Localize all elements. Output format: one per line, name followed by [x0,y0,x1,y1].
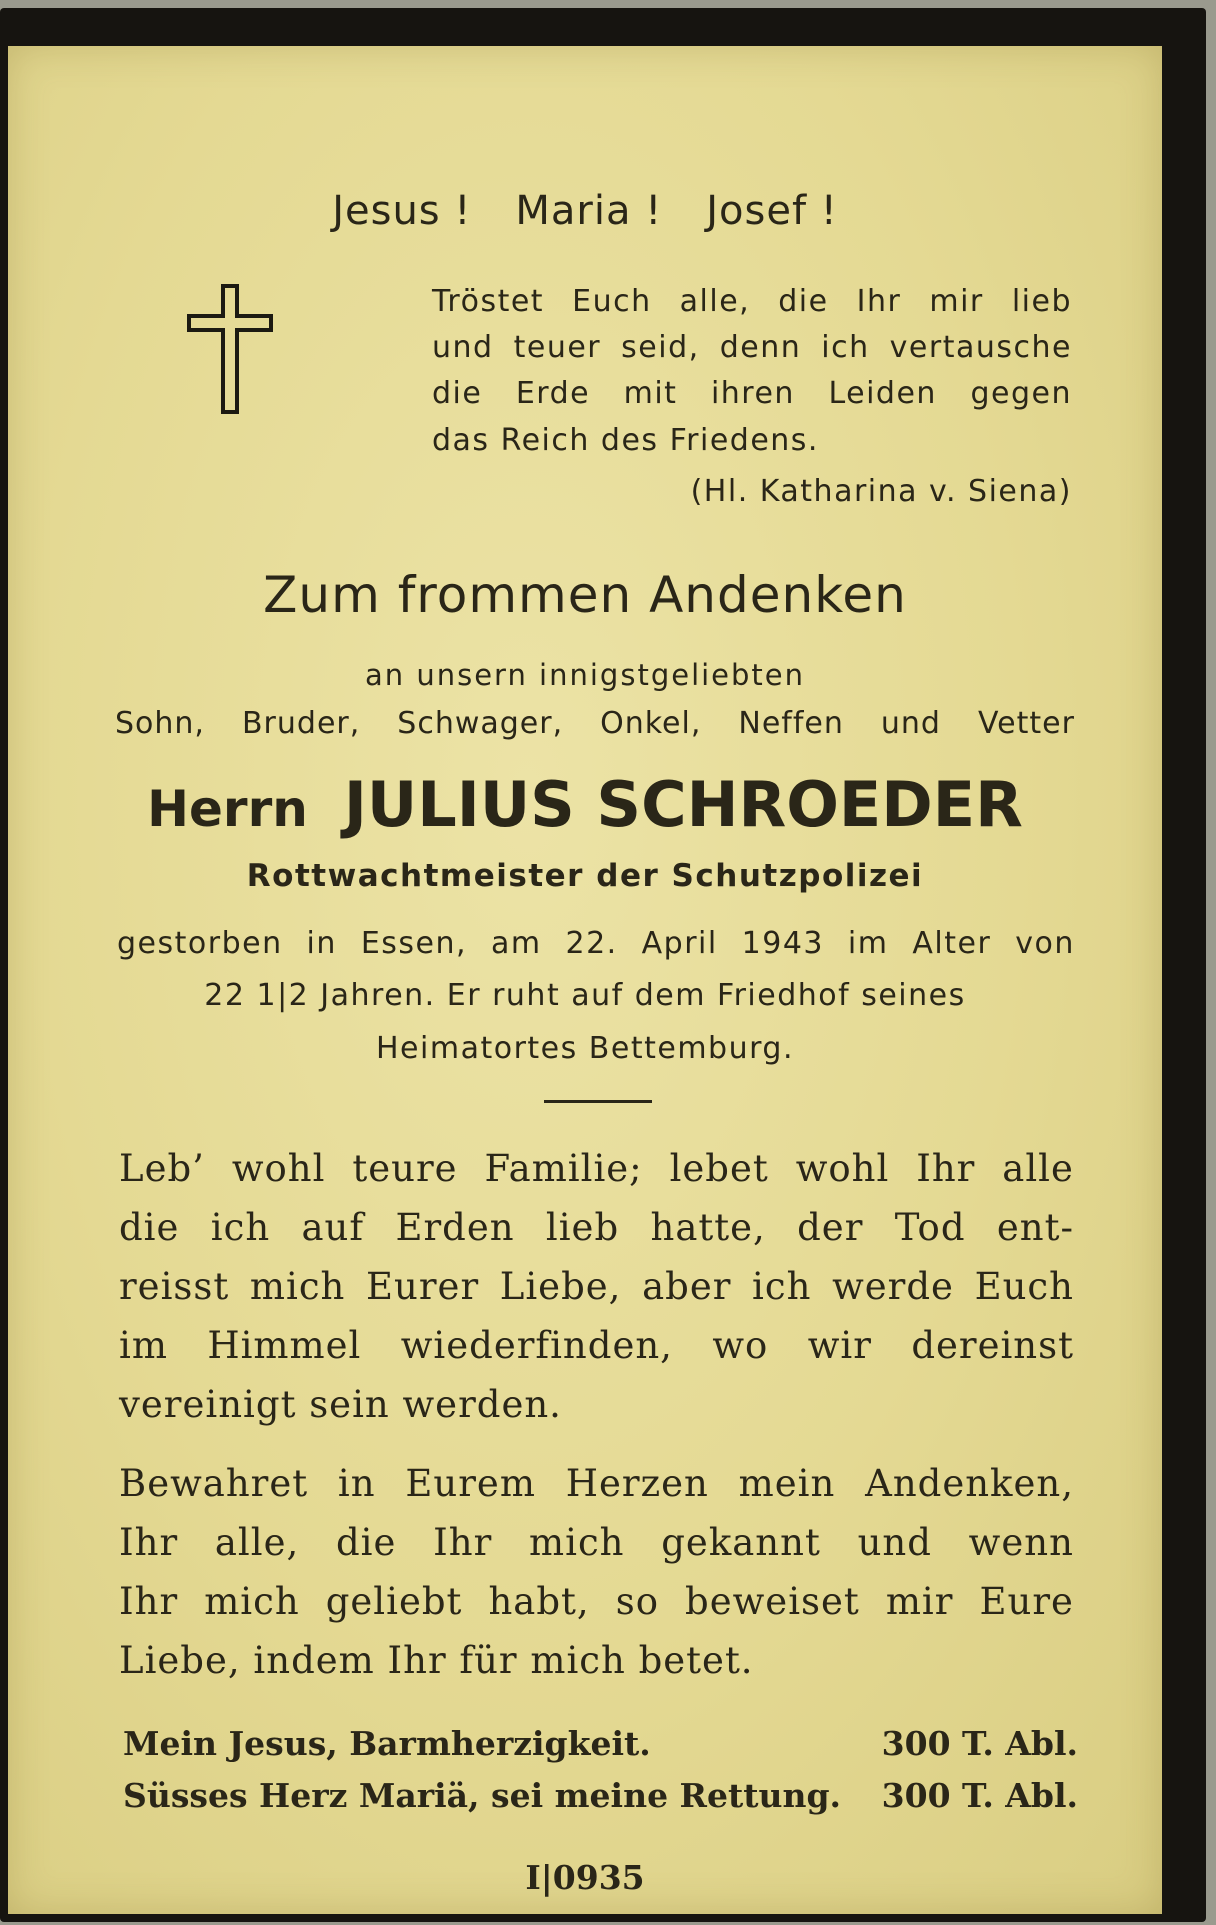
word: Bruder, [241,706,361,741]
word: aber [642,1265,732,1308]
word: Sohn, [115,706,205,741]
quote-line-2 [432,330,1072,365]
word: 22. [565,926,618,961]
prayer-indulgence: 300 T. Abl. [881,1776,1078,1815]
word: lebet [669,1147,769,1190]
word: lieb [545,1206,620,1249]
word: Liebe, indem Ihr für mich betet. [119,1639,754,1682]
word: alle, [679,284,751,319]
word: habt, [488,1580,590,1623]
word: Leb’ [119,1147,205,1190]
death-line-3: Heimatortes Bettemburg. [376,1031,794,1066]
word: mich [249,1265,346,1308]
word: alle, [214,1521,300,1564]
deceased-name: JULIUS SCHROEDER [343,768,1023,841]
word: die [432,376,483,411]
word: von [1015,926,1075,961]
card-paper [8,46,1162,1914]
memorial-relations [115,706,1075,741]
header-maria: Maria ! [515,188,663,234]
word: denn [719,330,802,365]
word: die [778,284,829,319]
deceased-rank: Rottwachtmeister der Schutzpolizei [246,858,924,894]
word: ich [210,1206,271,1249]
word: Himmel [207,1324,362,1367]
word: Ihr [856,284,902,319]
header-invocation [8,188,1162,234]
word: Tod [894,1206,966,1249]
word: wenn [968,1521,1074,1564]
quote-line-3 [432,376,1072,411]
word: alle [1002,1147,1074,1190]
word: die [336,1521,397,1564]
word: wir [807,1324,872,1367]
word: gekannt [661,1521,821,1564]
word: im [119,1324,168,1367]
prayer-line-2 [123,1776,1078,1815]
prayer-text: Mein Jesus, Barmherzigkeit. [123,1724,651,1763]
word: Alter [912,926,992,961]
prayer-indulgence: 300 T. Abl. [881,1724,1078,1763]
word: Ihr [433,1521,493,1564]
farewell-line [119,1206,1074,1249]
print-code: I|0935 [525,1858,645,1897]
word: wo [712,1324,769,1367]
remembrance-line [119,1639,1074,1682]
prayer-line-1 [123,1724,1078,1763]
word: Herzen [565,1462,709,1505]
death-line-2: 22 1|2 Jahren. Er ruht auf dem Friedhof seines [204,978,966,1013]
farewell-line [119,1147,1074,1190]
latin-cross-icon [185,284,275,414]
word: mich [204,1580,300,1623]
word: mir [929,284,984,319]
word: Bewahret [119,1462,309,1505]
word: mein [738,1462,836,1505]
word: wohl [795,1147,890,1190]
word: teure [352,1147,458,1190]
word: hatte, [650,1206,766,1249]
word: gestorben [117,926,283,961]
word: teuer [513,330,602,365]
word: Tröstet [432,284,545,319]
word: seid, [621,330,700,365]
word: lieb [1011,284,1072,319]
word: Andenken, [865,1462,1074,1505]
word: April [641,926,718,961]
word: Eure [979,1580,1074,1623]
memorial-intro: an unsern innigstgeliebten [364,658,806,692]
memorial-card [0,8,1206,1922]
word: Leiden [828,376,937,411]
word: Vetter [977,706,1075,741]
word: Erden [395,1206,515,1249]
word: vereinigt sein werden. [119,1383,562,1426]
farewell-line [119,1324,1074,1367]
word: ich [752,1265,812,1308]
word: Ihr [119,1580,179,1623]
word: Ihr [119,1521,179,1564]
word: 1943 [741,926,824,961]
word: Neffen [738,706,844,741]
section-divider [544,1100,652,1103]
word: und [857,1521,932,1564]
word: ihren [710,376,795,411]
remembrance-line [119,1521,1074,1564]
word: Euch [974,1265,1074,1308]
word: gegen [970,376,1072,411]
word: in [306,926,337,961]
farewell-line [119,1265,1074,1308]
word: mich [529,1521,625,1564]
deceased-name-line [8,768,1162,841]
quote-line-4 [432,423,1072,458]
word: das Reich des Friedens. [432,423,819,458]
word: Erde [515,376,591,411]
header-jesus: Jesus ! [332,188,472,234]
word: Liebe, [499,1265,622,1308]
word: dereinst [911,1324,1074,1367]
word: der [797,1206,864,1249]
farewell-line [119,1383,1074,1426]
word: Onkel, [600,706,702,741]
deceased-salutation: Herrn [147,780,308,838]
word: und [432,330,494,365]
word: die [119,1206,180,1249]
word: Schwager, [397,706,564,741]
word: Essen, [360,926,468,961]
quote-attribution: (Hl. Katharina v. Siena) [690,474,1072,509]
word: in [337,1462,376,1505]
death-line-1 [117,926,1075,961]
word: im [847,926,889,961]
word: Eurem [405,1462,536,1505]
word: werde [832,1265,954,1308]
word: ent- [996,1206,1074,1249]
memorial-title: Zum frommen Andenken [263,566,907,624]
word: Ihr [916,1147,976,1190]
word: vertausche [889,330,1072,365]
word: Familie; [484,1147,643,1190]
remembrance-line [119,1580,1074,1623]
header-josef: Josef ! [706,188,838,234]
word: wohl [231,1147,326,1190]
word: ich [821,330,870,365]
word: Euch [572,284,652,319]
word: geliebt [325,1580,463,1623]
word: beweiset [685,1580,860,1623]
word: wiederfinden, [400,1324,673,1367]
word: mit [623,376,678,411]
quote-line-1 [432,284,1072,319]
word: mir [885,1580,954,1623]
word: auf [301,1206,365,1249]
word: Eurer [366,1265,480,1308]
remembrance-line [119,1462,1074,1505]
word: so [615,1580,659,1623]
word: am [490,926,542,961]
word: und [880,706,941,741]
word: reisst [119,1265,230,1308]
prayer-text: Süsses Herz Mariä, sei meine Rettung. [123,1776,842,1815]
